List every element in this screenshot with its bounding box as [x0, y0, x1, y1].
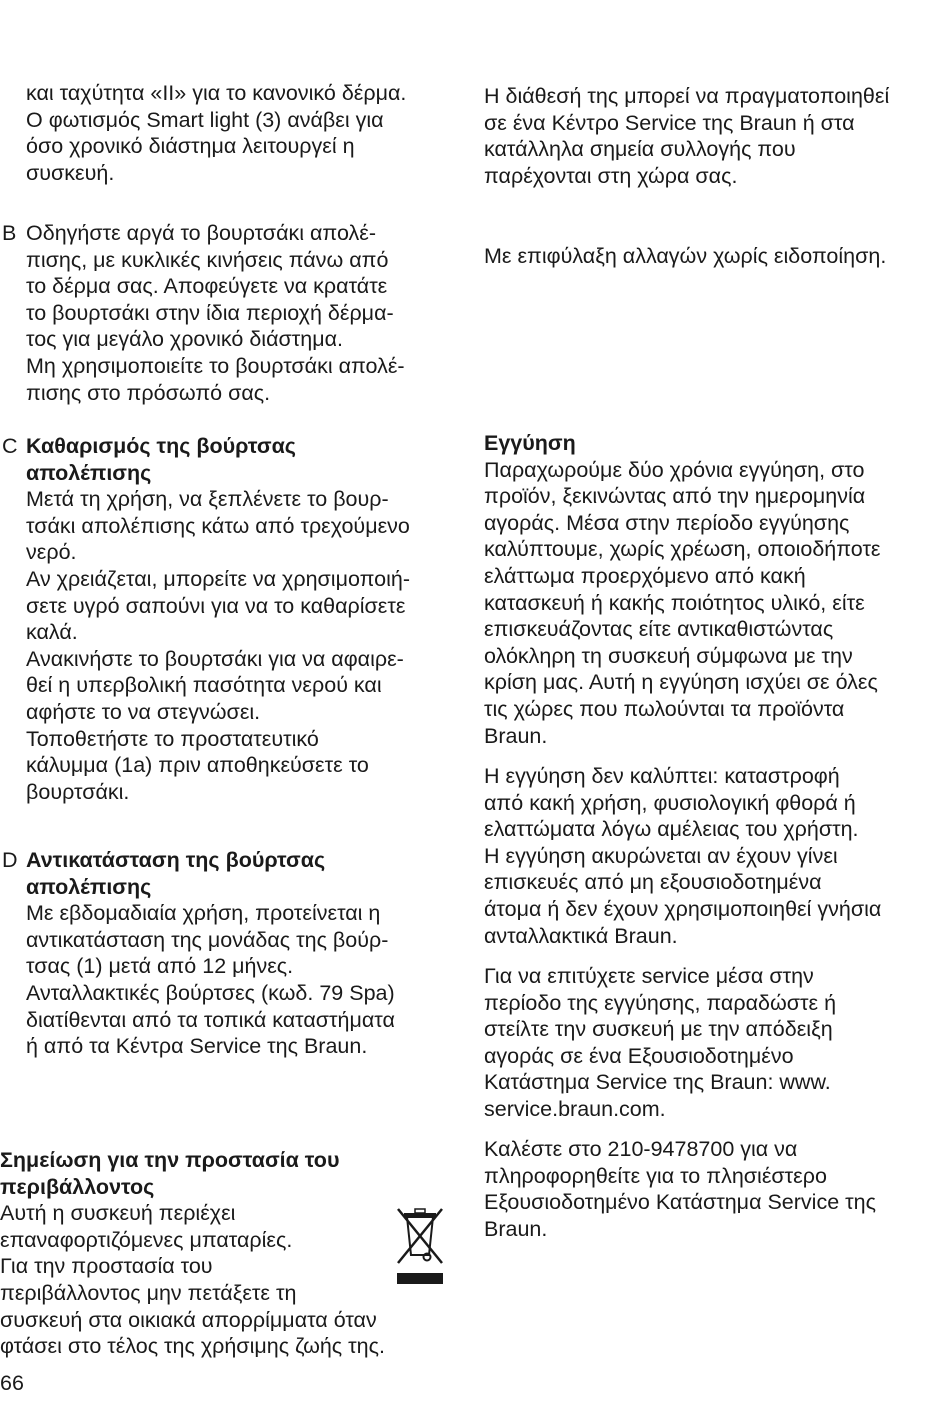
text-line: ελαττώματα λόγω αμέλειας του χρήστη. [484, 817, 859, 842]
text-line: αγοράς. Μέσα στην περίοδο εγγύησης [484, 510, 850, 535]
text-line: παρέχονται στη χώρα σας. [484, 163, 738, 188]
text-line: κάλυμμα (1a) πριν αποθηκεύσετε το [26, 753, 369, 778]
text-line: πισης στο πρόσωπό σας. [26, 380, 271, 405]
warranty-contact [484, 1136, 944, 1242]
text-line: συσκευή. [26, 160, 115, 185]
text-line: Με επιφύλαξη αλλαγών χωρίς ειδοποίηση. [484, 244, 887, 268]
text-line: τσάκι απολέπισης κάτω από τρεχούμενο [26, 513, 410, 538]
text-line: περιβάλλοντος μην πετάξετε τη [0, 1280, 297, 1305]
text-line: το βουρτσάκι στην ίδια περιοχή δέρμα- [26, 300, 394, 325]
text-line: Παραχωρούμε δύο χρόνια εγγύηση, στο [484, 457, 865, 482]
text-line: Οδηγήστε αργά το βουρτσάκι απολέ- [26, 221, 377, 245]
text-line: ελάττωμα προερχόμενο από κακή [484, 563, 806, 588]
text-line: Για να επιτύχετε service μέσα στην [484, 964, 814, 988]
text-line: Καλέστε στο 210-9478700 για να [484, 1137, 798, 1161]
text-line: κατασκευή ή κακής ποιότητος υλικό, είτε [484, 590, 865, 615]
text-line: επισκευές από μη εξουσιοδοτημένα [484, 870, 822, 895]
text-line: Η διάθεσή της μπορεί να πραγματοποιηθεί [484, 84, 890, 108]
text-line: Μη χρησιμοποιείτε το βουρτσάκι απολέ- [26, 353, 405, 378]
text-line: βουρτσάκι. [26, 779, 130, 804]
text-line: Με εβδομαδιαία χρήση, προτείνεται η [26, 901, 381, 926]
section-title: απολέπισης [26, 460, 152, 485]
text-line: από κακή χρήση, φυσιολογική φθορά ή [484, 790, 856, 815]
text-line: κατάλληλα σημεία συλλογής που [484, 137, 796, 162]
text-line: service.braun.com. [484, 1096, 666, 1121]
section-d-text [26, 847, 470, 1060]
text-line: κρίση μας. Αυτή η εγγύηση ισχύει σε όλες [484, 670, 878, 695]
text-line: τσας (1) μετά από 12 μήνες. [26, 954, 294, 979]
warranty-exclusions [484, 763, 944, 949]
text-line: το δέρμα σας. Αποφεύγετε να κρατάτε [26, 274, 388, 299]
text-line: Αν χρειάζεται, μπορείτε να χρησιμοποιή- [26, 566, 410, 591]
section-title: Σημείωση για την προστασία του [0, 1148, 340, 1172]
text-line: νερό. [26, 540, 77, 565]
text-line: άτομα ή δεν έχουν χρησιμοποιηθεί γνήσια [484, 896, 882, 921]
notice-paragraph [484, 243, 944, 270]
text-line: περίοδο της εγγύησης, παραδώστε ή [484, 990, 837, 1015]
section-letter: D [2, 848, 18, 872]
page-number: 66 [0, 1371, 24, 1395]
disposal-paragraph [484, 83, 944, 189]
intro-lines [26, 80, 470, 186]
text-line: στείλτε την συσκευή με την απόδειξη [484, 1017, 833, 1042]
text-line: τις χώρες που πωλούνται τα προϊόντα [484, 696, 845, 721]
text-line: ολόκληρη τη συσκευή σύμφωνα με την [484, 643, 853, 668]
text-line: Κατάστημα Service της Braun: www. [484, 1070, 831, 1095]
text-line: καλύπτουμε, χωρίς χρέωση, οποιοδήποτε [484, 537, 881, 562]
text-line: Τοποθετήστε το προστατευτικό [26, 726, 319, 751]
text-line: αντικατάσταση της μονάδας της βούρ- [26, 927, 389, 952]
text-line: και ταχύτητα «II» για το κανονικό δέρμα. [26, 81, 407, 105]
text-line: ή από τα Κέντρα Service της Braun. [26, 1034, 368, 1059]
text-line: επισκευάζοντας είτε αντικαθιστώντας [484, 617, 834, 642]
text-line: Αυτή η συσκευή περιέχει [0, 1201, 236, 1226]
text-line: φτάσει στο τέλος της χρήσιμης ζωής της. [0, 1334, 385, 1359]
section-title: Εγγύηση [484, 431, 576, 455]
crossed-out-wheelie-bin-icon [393, 1205, 447, 1287]
section-c-text [26, 433, 470, 805]
text-line: ανταλλακτικά Braun. [484, 923, 678, 948]
text-line: πισης, με κυκλικές κινήσεις πάνω από [26, 247, 389, 272]
section-title: Καθαρισμός της βούρτσας [26, 434, 296, 458]
text-line: Ο φωτισμός Smart light (3) ανάβει για [26, 107, 384, 132]
text-line: Ανταλλακτικές βούρτσες (κωδ. 79 Spa) [26, 980, 395, 1005]
text-line: Για την προστασία του [0, 1254, 213, 1279]
text-line: Η εγγύηση ακυρώνεται αν έχουν γίνει [484, 843, 838, 868]
text-line: διατίθενται από τα τοπικά καταστήματα [26, 1007, 395, 1032]
section-b-text [26, 220, 470, 406]
warranty-service [484, 963, 944, 1123]
text-line: τος για μεγάλο χρονικό διάστημα. [26, 327, 344, 352]
text-line: σετε υγρό σαπούνι για να το καθαρίσετε [26, 593, 406, 618]
text-line: επαναφορτιζόμενες μπαταρίες. [0, 1227, 293, 1252]
section-title: Αντικατάσταση της βούρτσας [26, 848, 326, 872]
text-line: θεί η υπερβολική πασότητα νερού και [26, 673, 382, 698]
text-line: Μετά τη χρήση, να ξεπλένετε το βουρ- [26, 487, 389, 512]
section-title: περιβάλλοντος [0, 1174, 155, 1199]
section-letter: B [2, 221, 17, 245]
section-title: απολέπισης [26, 874, 152, 899]
text-line: σε ένα Κέντρο Service της Braun ή στα [484, 110, 855, 135]
warranty-section [484, 430, 944, 749]
text-line: Braun. [484, 723, 548, 748]
text-line: συσκευή στα οικιακά απορρίμματα όταν [0, 1307, 377, 1332]
text-line: Braun. [484, 1216, 548, 1241]
text-line: Ανακινήστε το βουρτσάκι για να αφαιρε- [26, 646, 404, 671]
text-line: καλά. [26, 620, 78, 645]
text-line: αγοράς σε ένα Εξουσιοδοτημένο [484, 1043, 794, 1068]
text-line: Η εγγύηση δεν καλύπτει: καταστροφή [484, 764, 840, 788]
section-letter: C [2, 434, 18, 458]
text-line: πληροφορηθείτε για το πλησιέστερο [484, 1163, 827, 1188]
text-line: αφήστε το να στεγνώσει. [26, 699, 261, 724]
text-line: Εξουσιοδοτημένο Κατάστημα Service της [484, 1190, 876, 1215]
text-line: προϊόν, ξεκινώντας από την ημερομηνία [484, 484, 866, 509]
text-line: όσο χρονικό διάστημα λειτουργεί η [26, 134, 355, 159]
